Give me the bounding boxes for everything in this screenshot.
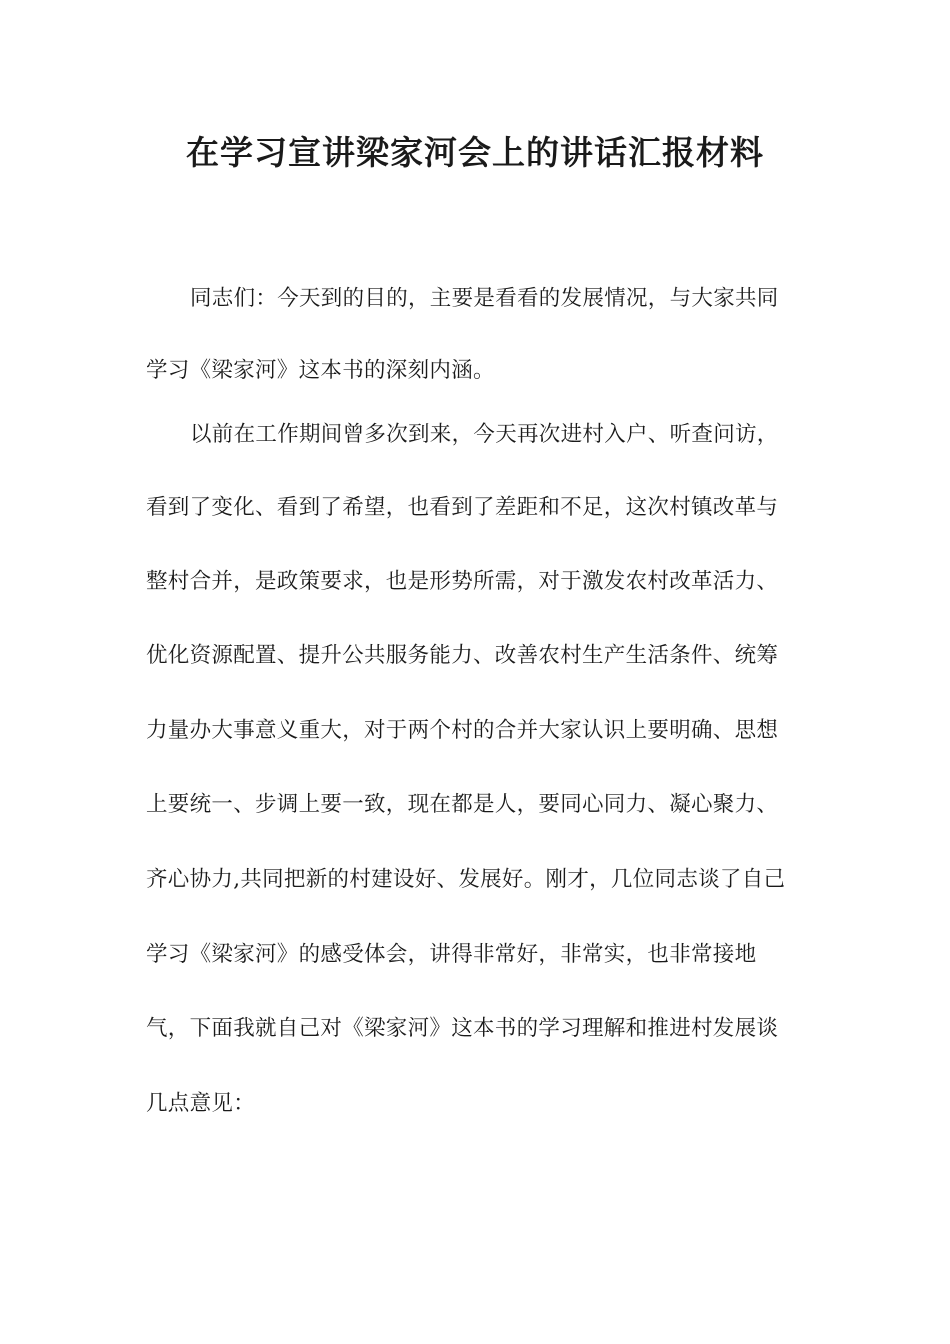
text-line-3: 以前在工作期间曾多次到来，今天再次进村入户、听查问访， bbox=[190, 422, 779, 447]
text-line-8: 上要统一、步调上要一致，现在都是人，要同心同力、凝心聚力、 bbox=[146, 792, 779, 817]
text-line-5: 整村合并，是政策要求，也是形势所需，对于激发农村改革活力、 bbox=[146, 569, 779, 594]
text-line-2: 学习《梁家河》这本书的深刻内涵。 bbox=[146, 358, 495, 383]
text-line-4: 看到了变化、看到了希望，也看到了差距和不足，这次村镇改革与 bbox=[146, 495, 779, 520]
text-line-9: 齐心协力,共同把新的村建设好、发展好。刚才，几位同志谈了自己 bbox=[146, 867, 786, 892]
text-line-1: 同志们：今天到的目的，主要是看看的发展情况，与大家共同 bbox=[190, 286, 779, 311]
text-line-10: 学习《梁家河》的感受体会，讲得非常好，非常实，也非常接地 bbox=[146, 942, 757, 967]
text-line-7: 力量办大事意义重大，对于两个村的合并大家认识上要明确、思想 bbox=[146, 718, 779, 743]
document-title: 在学习宣讲梁家河会上的讲话汇报材料 bbox=[186, 133, 764, 172]
text-line-6: 优化资源配置、提升公共服务能力、改善农村生产生活条件、统筹 bbox=[146, 643, 779, 668]
text-line-12: 几点意见： bbox=[146, 1091, 256, 1116]
text-line-11: 气，下面我就自己对《梁家河》这本书的学习理解和推进村发展谈 bbox=[146, 1016, 779, 1041]
